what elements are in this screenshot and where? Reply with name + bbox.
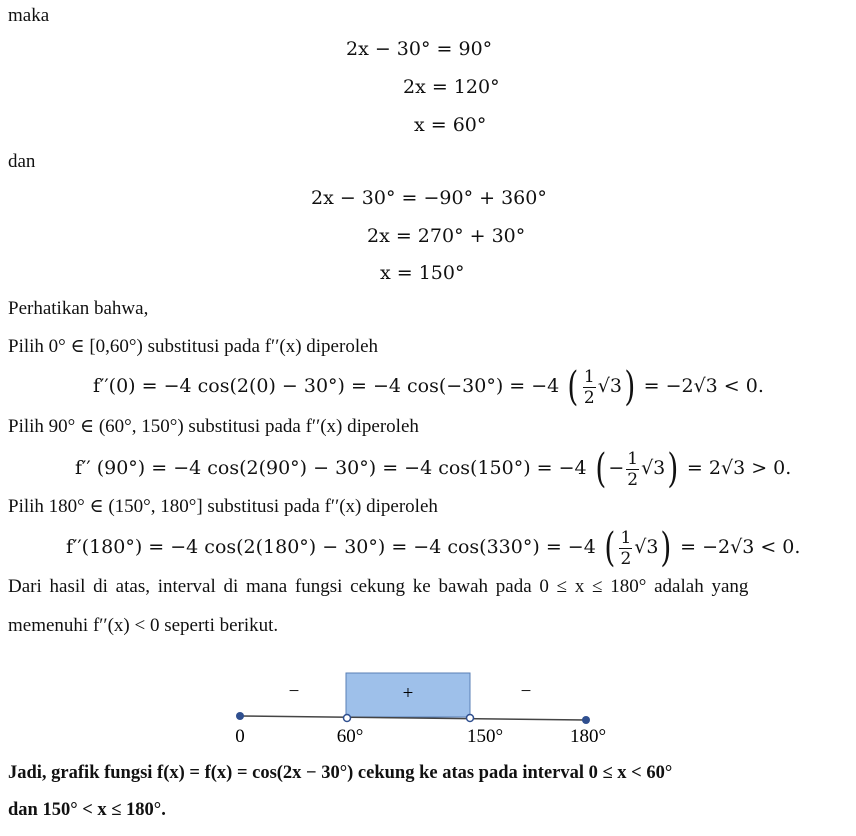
point-60-open [344, 715, 351, 722]
fraction-numerator: 1 [627, 448, 639, 469]
left-paren: ( [604, 525, 616, 571]
equation-1b: 2x = 120° [403, 76, 500, 98]
conclusion-line-2: memenuhi f′′(x) < 0 seperti berikut. [8, 615, 279, 636]
fraction-denominator: 2 [583, 387, 595, 408]
endpoint-0-closed [236, 712, 244, 720]
equation-2c: x = 150° [380, 262, 465, 284]
test-2-lhs: f′′ (90°) = −4 cos(2(90°) − 30°) = −4 cos(150°) = −4 [75, 457, 587, 479]
fraction-half [619, 528, 632, 569]
test-2-rhs: = 2√3 > 0. [686, 457, 792, 479]
test-3-lhs: f′′(180°) = −4 cos(2(180°) − 30°) = −4 cos(330°) = −4 [66, 536, 596, 558]
test-3-statement: Pilih 180° ∈ (150°, 180°] substitusi pada f′′(x) diperoleh [8, 496, 438, 517]
fraction-denominator: 2 [627, 469, 639, 490]
sign-right: − [520, 681, 532, 702]
left-paren: ( [567, 364, 579, 410]
equation-2b: 2x = 270° + 30° [367, 225, 526, 247]
root-three: √3 [634, 536, 659, 558]
right-paren: ) [660, 525, 672, 571]
fraction-half [626, 449, 639, 490]
sign-middle: + [402, 683, 414, 704]
text-perhatikan: Perhatikan bahwa, [8, 298, 149, 319]
final-conclusion-line-1: Jadi, grafik fungsi f(x) = f(x) = cos(2x − 30°) cekung ke atas pada interval 0 ≤ x < 60° [8, 763, 673, 783]
text-maka: maka [8, 5, 50, 26]
minus-sign: − [608, 457, 625, 479]
test-2-equation [75, 442, 791, 494]
text-dan: dan [8, 151, 36, 172]
tick-label-150: 150° [466, 726, 504, 747]
conclusion-line-1: Dari hasil di atas, interval di mana fungsi cekung ke bawah pada 0 ≤ x ≤ 180° adalah yang [8, 576, 749, 597]
fraction-numerator: 1 [583, 366, 595, 387]
test-1-equation [93, 360, 764, 412]
sign-number-line [0, 660, 856, 760]
test-3-equation [66, 521, 800, 573]
equation-1c: x = 60° [414, 114, 487, 136]
test-2-statement: Pilih 90° ∈ (60°, 150°) substitusi pada f′′(x) diperoleh [8, 416, 419, 437]
root-three: √3 [597, 375, 622, 397]
test-1-statement: Pilih 0° ∈ [0,60°) substitusi pada f′′(x) diperoleh [8, 336, 379, 357]
sign-left: − [288, 681, 300, 702]
final-conclusion-line-2: dan 150° < x ≤ 180°. [8, 800, 166, 820]
root-three: √3 [641, 457, 666, 479]
left-paren: ( [595, 446, 606, 492]
right-paren: ) [624, 364, 636, 410]
fraction-half [583, 367, 596, 408]
tick-label-60: 60° [336, 726, 364, 747]
equation-2a: 2x − 30° = −90° + 360° [311, 187, 547, 209]
tick-label-0: 0 [235, 726, 245, 747]
test-3-rhs: = −2√3 < 0. [680, 536, 801, 558]
endpoint-180-closed [582, 716, 590, 724]
test-1-lhs: f′′(0) = −4 cos(2(0) − 30°) = −4 cos(−30°) = −4 [93, 375, 560, 397]
tick-label-180: 180° [569, 726, 607, 747]
right-paren: ) [667, 446, 679, 492]
fraction-numerator: 1 [620, 527, 632, 548]
point-150-open [467, 715, 474, 722]
fraction-denominator: 2 [620, 548, 632, 569]
test-1-rhs: = −2√3 < 0. [643, 375, 764, 397]
equation-1a: 2x − 30° = 90° [346, 38, 493, 60]
